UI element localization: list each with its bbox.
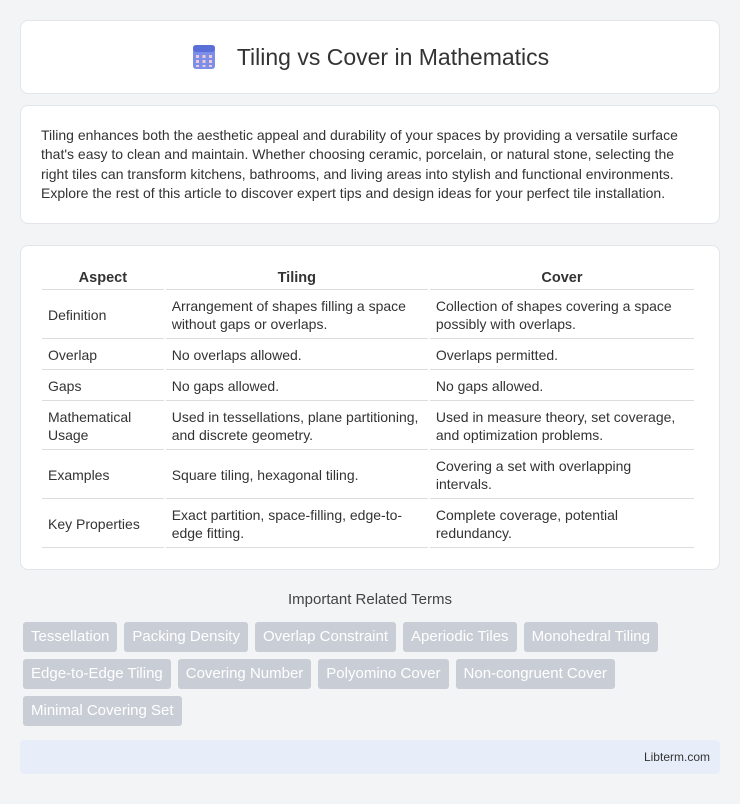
table-row xyxy=(42,401,694,450)
table-cell: Used in measure theory, set coverage, and optimization problems. xyxy=(430,401,694,450)
related-term-tag[interactable]: Aperiodic Tiles xyxy=(403,622,517,652)
table-row xyxy=(42,450,694,499)
table-cell: Examples xyxy=(42,450,164,499)
table-cell: Overlap xyxy=(42,339,164,370)
related-term-tag[interactable]: Packing Density xyxy=(124,622,248,652)
table-row xyxy=(42,290,694,339)
table-cell: Square tiling, hexagonal tiling. xyxy=(166,450,428,499)
related-term-tag[interactable]: Polyomino Cover xyxy=(318,659,448,689)
related-terms-title: Important Related Terms xyxy=(288,591,452,608)
related-terms-list xyxy=(23,622,723,733)
table-cell: Definition xyxy=(42,290,164,339)
table-cell: Gaps xyxy=(42,370,164,401)
table-cell: Key Properties xyxy=(42,499,164,548)
table-cell: No gaps allowed. xyxy=(166,370,428,401)
table-cell: Used in tessellations, plane partitioning, and discrete geometry. xyxy=(166,401,428,450)
calculator-icon xyxy=(191,44,217,70)
table-cell: Covering a set with overlapping intervals. xyxy=(430,450,694,499)
comparison-table-card xyxy=(20,245,720,570)
intro-text: Tiling enhances both the aesthetic appeal and durability of your spaces by providing a versatile surface that's easy to clean and maintain. Whether choosing ceramic, porcelain, or natural stone, selecting the right tiles can transform kitchens, bathrooms, and living areas into stylish and functional environments. Explore the rest of this article to discover expert tips and design ideas for your perfect tile installation. xyxy=(41,127,678,201)
related-term-tag[interactable]: Non-congruent Cover xyxy=(456,659,615,689)
table-row xyxy=(42,339,694,370)
related-term-tag[interactable]: Covering Number xyxy=(178,659,312,689)
related-term-tag[interactable]: Minimal Covering Set xyxy=(23,696,182,726)
title-card xyxy=(20,20,720,94)
intro-card xyxy=(20,105,720,224)
comparison-table xyxy=(40,266,696,548)
table-cell: No overlaps allowed. xyxy=(166,339,428,370)
footer-brand-link[interactable]: Libterm.com xyxy=(643,750,710,764)
table-cell: Overlaps permitted. xyxy=(430,339,694,370)
header-aspect: Aspect xyxy=(42,266,164,290)
table-cell: No gaps allowed. xyxy=(430,370,694,401)
table-row xyxy=(42,370,694,401)
header-tiling: Tiling xyxy=(166,266,428,290)
related-term-tag[interactable]: Edge-to-Edge Tiling xyxy=(23,659,171,689)
footer xyxy=(20,740,720,774)
table-cell: Exact partition, space-filling, edge-to-edge fitting. xyxy=(166,499,428,548)
table-header-row xyxy=(42,266,694,290)
table-cell: Arrangement of shapes filling a space without gaps or overlaps. xyxy=(166,290,428,339)
related-term-tag[interactable]: Overlap Constraint xyxy=(255,622,396,652)
page-title: Tiling vs Cover in Mathematics xyxy=(236,43,550,70)
related-term-tag[interactable]: Tessellation xyxy=(23,622,117,652)
table-row xyxy=(42,499,694,548)
table-cell: Complete coverage, potential redundancy. xyxy=(430,499,694,548)
table-cell: Collection of shapes covering a space possibly with overlaps. xyxy=(430,290,694,339)
table-cell: Mathematical Usage xyxy=(42,401,164,450)
header-cover: Cover xyxy=(430,266,694,290)
related-term-tag[interactable]: Monohedral Tiling xyxy=(524,622,658,652)
